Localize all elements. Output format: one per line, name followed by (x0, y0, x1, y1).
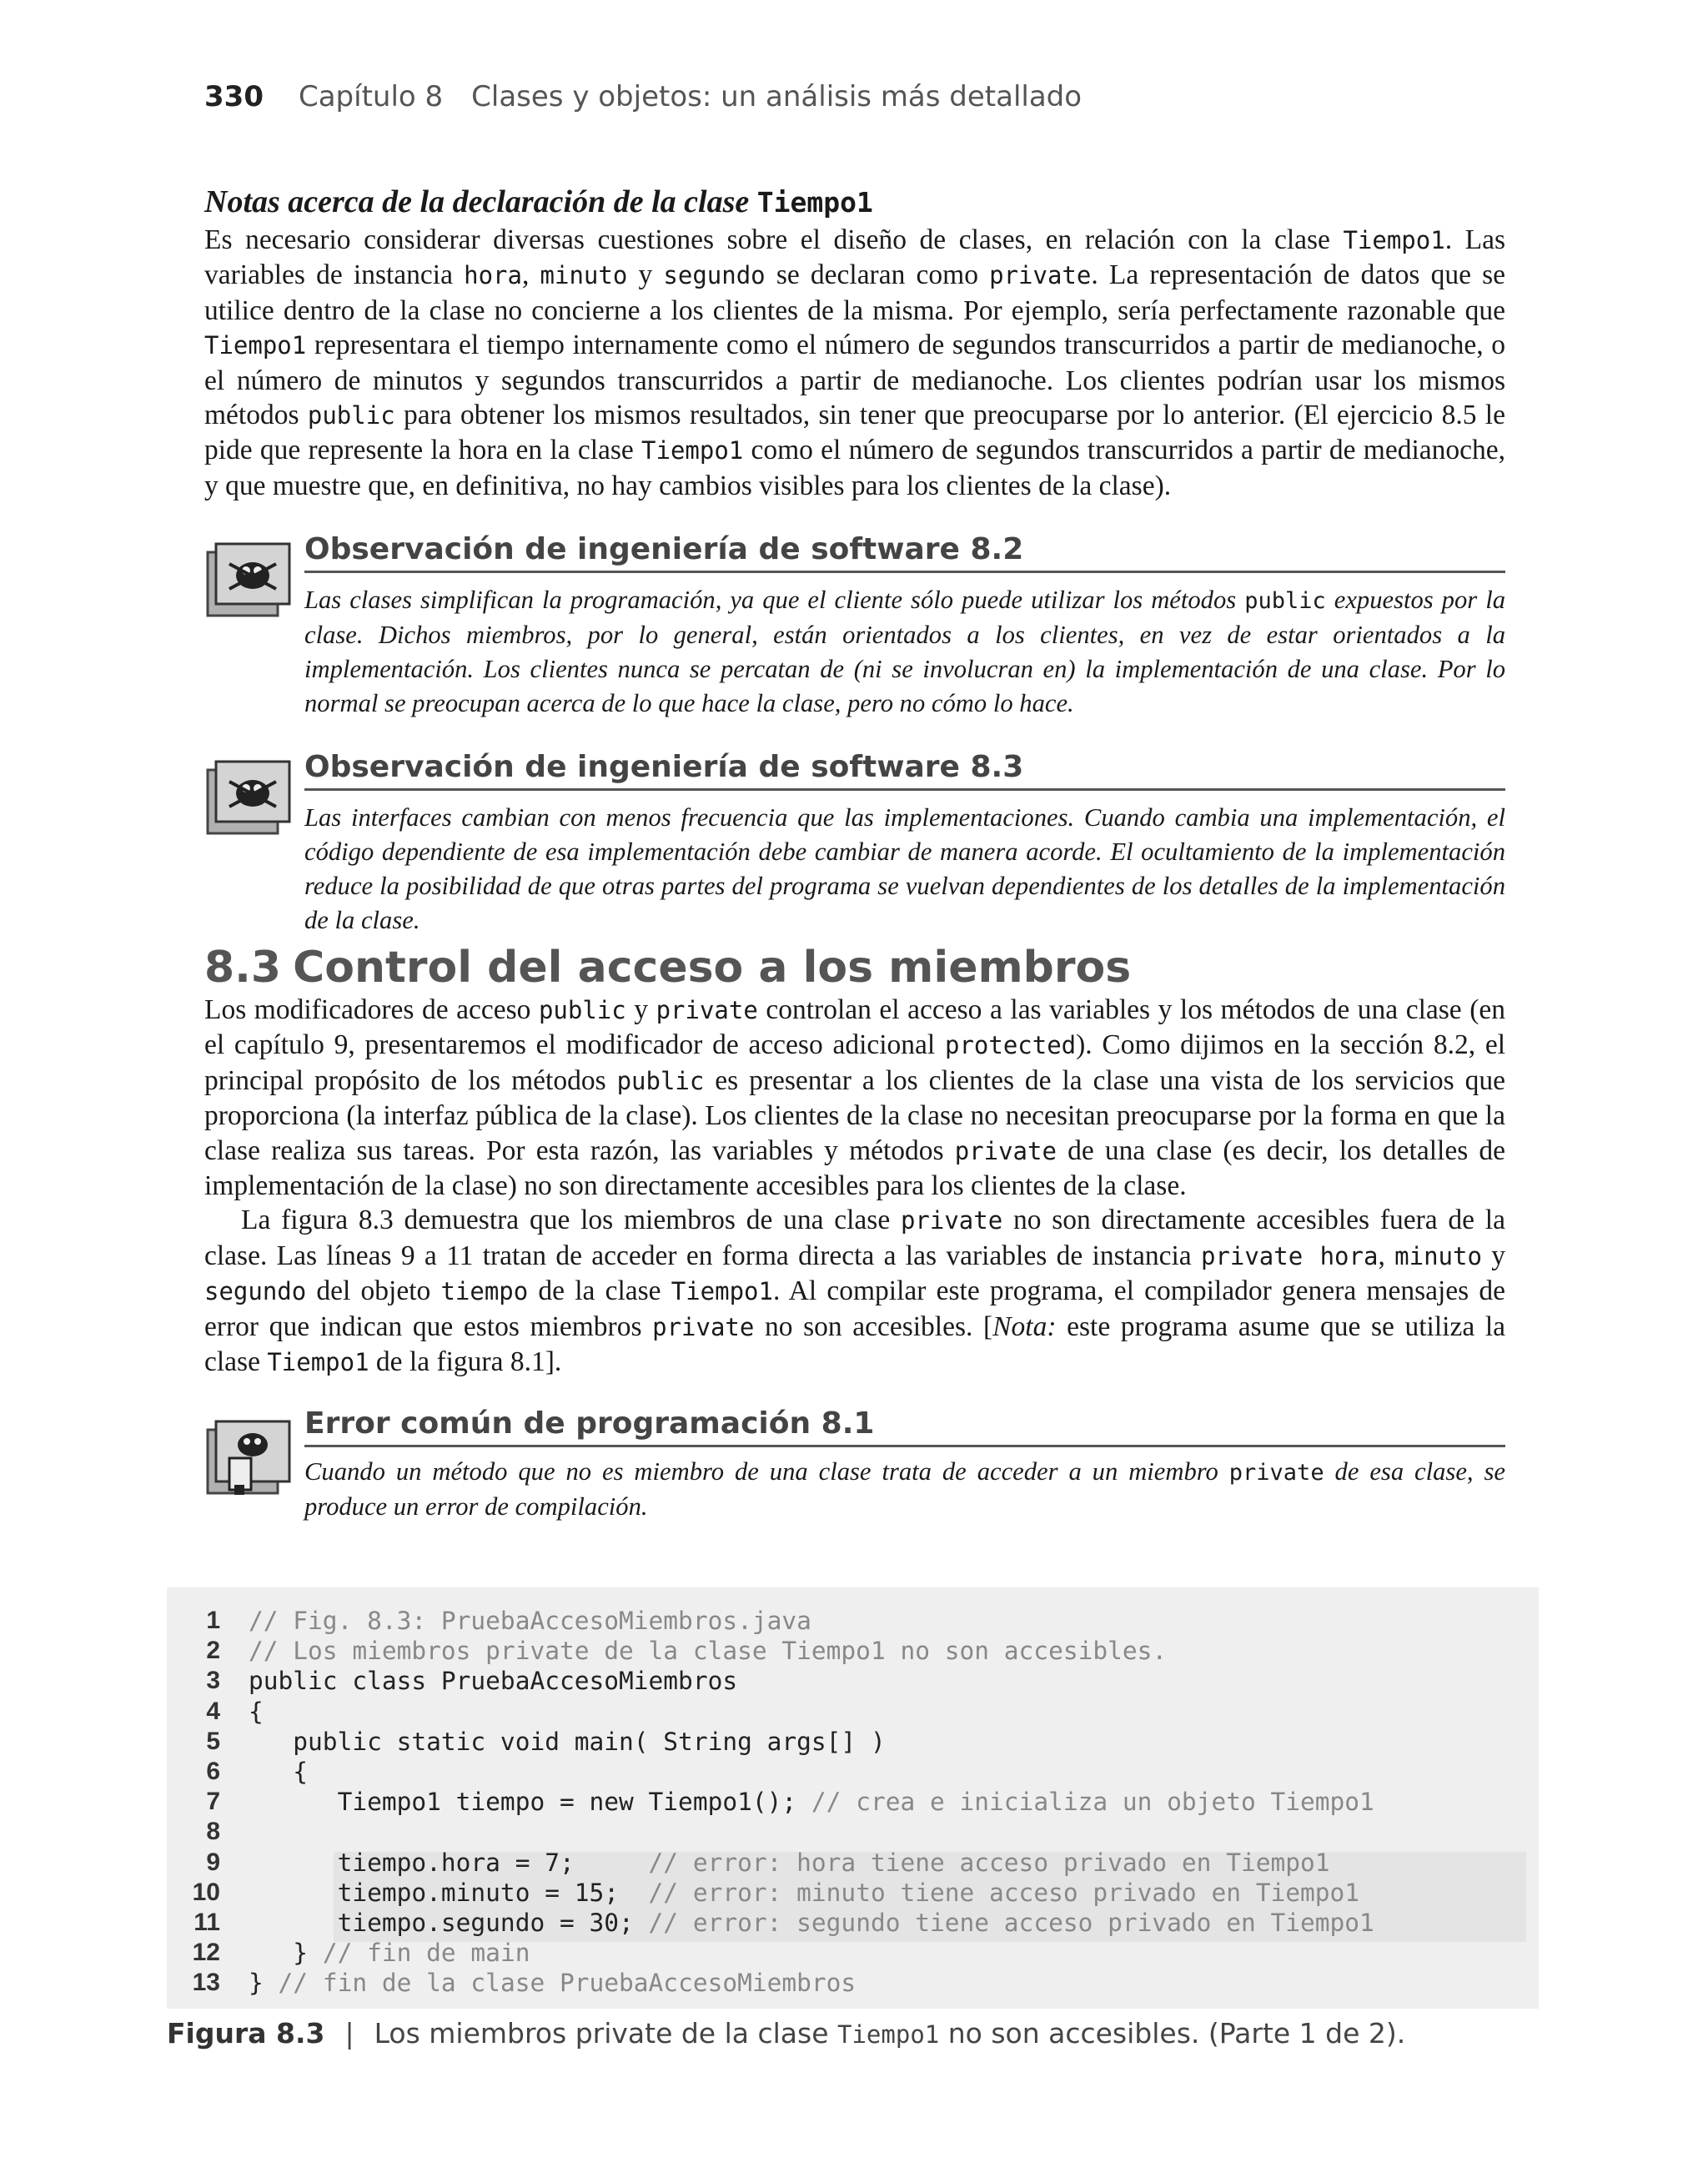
running-head (204, 80, 1082, 113)
section-heading: 8.3 Control del acceso a los miembros (204, 943, 1132, 993)
code-line (167, 1878, 1539, 1908)
code-text (249, 1697, 264, 1727)
bug-thumbs-down-icon (204, 1416, 293, 1496)
bug-icon (204, 539, 293, 619)
code-listing (167, 1587, 1539, 2009)
box-title: Error común de programación 8.1 (304, 1405, 1505, 1447)
code-line (167, 1636, 1539, 1666)
code-statement: Tiempo1 tiempo = new Tiempo1(); (249, 1788, 811, 1817)
code-comment: // Fig. 8.3: PruebaAccesoMiembros.java (249, 1607, 811, 1635)
chapter-label: Capítulo 8 (298, 80, 444, 113)
code-comment: // error: minuto tiene acceso privado en Tiempo1 (648, 1878, 1360, 1907)
code-comment: // fin de la clase PruebaAccesoMiembros (278, 1969, 857, 1998)
code-line (167, 1938, 1539, 1968)
box-text: Cuando un método que no es miembro de una clase trata de acceder a un miembro private de esa clase, se produce un error de compilación. (304, 1457, 1505, 1521)
section-paragraph-1: Los modificadores de acceso public y private controlan el acceso a las variables y los métodos de una clase (en el capítulo 9, presentaremos el modificador de acceso adicional protected). Como dijimos en la sección 8.2, el principal propósito de los métodos public es presentar a los clientes de la clase una vista de los servicios que proporciona (la interfaz pública de la clase). Los clientes de la clase no necesitan preocuparse por la forma en que la clase realiza sus tareas. Por esta razón, las variables y métodos private de una clase (es decir, los detalles de implementación de la clase) no son directamente accesibles para los clientes de la clase. (204, 994, 1506, 1202)
code-statement: } (249, 1969, 279, 1998)
software-engineering-note-8-3 (204, 748, 1505, 934)
code-line (167, 1787, 1539, 1817)
chapter-title: Clases y objetos: un análisis más detallado (471, 80, 1083, 113)
code-line (167, 1757, 1539, 1787)
code-line (167, 1697, 1539, 1727)
code-text (249, 1606, 811, 1636)
page-number: 330 (204, 80, 264, 113)
box-title: Observación de ingeniería de software 8.3 (304, 748, 1505, 791)
line-number: 10 (192, 1878, 220, 1906)
code-statement: tiempo.minuto = 15; (249, 1878, 649, 1907)
common-programming-error-8-1 (204, 1405, 1505, 1530)
code-text (249, 1848, 1330, 1878)
line-number: 12 (192, 1939, 220, 1967)
code-line (167, 1666, 1539, 1696)
code-comment: // fin de main (322, 1939, 530, 1968)
code-statement: { (249, 1758, 309, 1786)
code-statement: { (249, 1697, 264, 1726)
box-text: Las clases simplifican la programación, ya que el cliente sólo puede utilizar los métodos public expuestos por la clase. Dichos miembros, por lo general, están orientados a los clientes, en vez de estar orientados a la implementación. Los clientes nunca se percatan de (ni se involucran en) la implementación de una clase. Por lo normal se preocupan acerca de lo que hace la clase, pero no cómo lo hace. (304, 586, 1505, 717)
line-number: 11 (193, 1909, 220, 1936)
section-8-3 (204, 943, 1505, 1380)
line-number: 13 (192, 1969, 220, 1997)
figure-caption: Figura 8.3 | Los miembros private de la clase Tiempo1 no son accesibles. (Parte 1 de 2). (167, 2017, 1406, 2050)
line-number: 4 (206, 1697, 220, 1725)
code-text (249, 1878, 1359, 1908)
code-statement: } (249, 1939, 323, 1968)
code-statement: tiempo.segundo = 30; (249, 1909, 649, 1937)
code-line (167, 1848, 1539, 1878)
line-number: 5 (206, 1727, 220, 1755)
code-text (249, 1787, 1374, 1817)
notes-paragraph: Es necesario considerar diversas cuestiones sobre el diseño de clases, en relación con la clase Tiempo1. Las variables de instancia hora, minuto y segundo se declaran como private. La representación de datos que se utilice dentro de la clase no concierne a los clientes de la misma. Por ejemplo, sería perfectamente razonable que Tiempo1 representara el tiempo internamente como el número de segundos transcurridos a partir de medianoche, o el número de minutos y segundos transcurridos a partir de medianoche. Los clientes podrían usar los mismos métodos public para obtener los mismos resultados, sin tener que preocuparse por lo anterior. (El ejercicio 8.5 le pide que represente la hora en la clase Tiempo1 como el número de segundos transcurridos a partir de medianoche, y que muestre que, en definitiva, no hay cambios visibles para los clientes de la clase). (204, 224, 1506, 501)
bug-icon (204, 757, 293, 837)
code-text (249, 1757, 308, 1787)
software-engineering-note-8-2 (204, 531, 1505, 722)
notes-title: Notas acerca de la declaración de la clase Tiempo1 (204, 184, 873, 219)
code-line (167, 1817, 1539, 1847)
figure-label: Figura 8.3 (167, 2017, 325, 2050)
box-text: Las interfaces cambian con menos frecuencia que las implementaciones. Cuando cambia una implementación, el código dependiente de esa implementación debe cambiar de manera acorde. El ocultamiento de la implementación reduce la posibilidad de que otras partes del programa se vuelvan dependientes de los detalles de la implementación de la clase. (304, 803, 1505, 934)
caption-separator: | (344, 2017, 354, 2050)
code-line (167, 1606, 1539, 1636)
code-line (167, 1908, 1539, 1938)
code-comment: // error: hora tiene acceso privado en Tiempo1 (648, 1848, 1330, 1877)
code-comment: // error: segundo tiene acceso privado en Tiempo1 (648, 1909, 1374, 1937)
line-number: 6 (206, 1758, 220, 1785)
code-comment: // crea e inicializa un objeto Tiempo1 (811, 1788, 1374, 1817)
code-text (249, 1636, 1167, 1666)
line-number: 7 (206, 1788, 220, 1816)
line-number: 8 (206, 1818, 220, 1846)
code-line (167, 1968, 1539, 1998)
code-text (249, 1908, 1374, 1938)
code-text (249, 1938, 530, 1968)
code-text (249, 1666, 737, 1696)
section-paragraph-2: La figura 8.3 demuestra que los miembros de una clase private no son directamente accesibles fuera de la clase. Las líneas 9 a 11 tratan de acceder en forma directa a las variables de instancia private hora, minuto y segundo del objeto tiempo de la clase Tiempo1. Al compilar este programa, el compilador genera mensajes de error que indican que estos miembros private no son accesibles. [Nota: este programa asume que se utiliza la clase Tiempo1 de la figura 8.1]. (204, 1205, 1506, 1378)
code-statement: public static void main( String args[] ) (249, 1727, 886, 1756)
line-number: 2 (206, 1637, 220, 1665)
line-number: 9 (206, 1848, 220, 1876)
code-text (249, 1727, 886, 1757)
notes-section (204, 182, 1505, 503)
code-line (167, 1727, 1539, 1757)
code-statement: public class PruebaAccesoMiembros (249, 1667, 738, 1696)
line-number: 3 (206, 1667, 220, 1695)
code-comment: // Los miembros private de la clase Tiempo1 no son accesibles. (249, 1637, 1168, 1666)
code-text (249, 1968, 856, 1998)
line-number: 1 (206, 1607, 220, 1634)
box-title: Observación de ingeniería de software 8.2 (304, 531, 1505, 573)
code-statement: tiempo.hora = 7; (249, 1848, 649, 1877)
